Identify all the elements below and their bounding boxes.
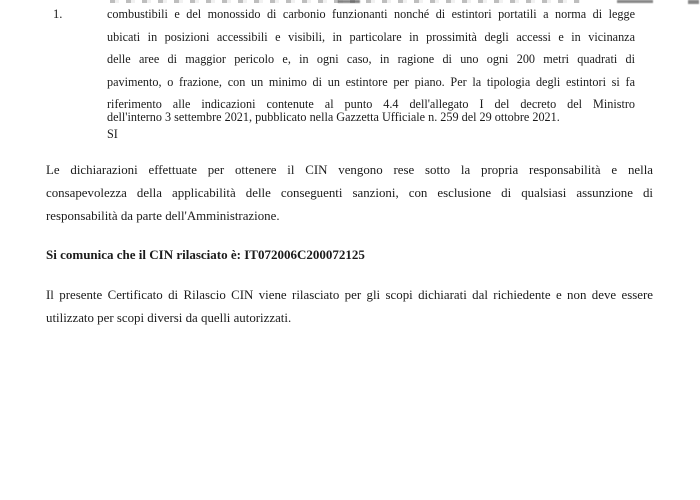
declaration-paragraph-line: Le dichiarazioni effettuate per ottenere il CIN vengono rese sotto la propria responsabilità e nella	[46, 163, 653, 177]
list-item-text-line: pavimento, o frazione, con un minimo di un estintore per piano. Per la tipologia degli estintori si fa	[107, 75, 635, 89]
list-item-text-line: ubicati in posizioni accessibili e visibili, in particolare in prossimità degli accessi e in vicinanza	[107, 30, 635, 44]
list-item-text-line: delle aree di maggior pericolo e, in ogni caso, in ragione di uno ogni 200 metri quadrati di	[107, 52, 635, 66]
usage-paragraph-line: utilizzato per scopi diversi da quelli autorizzati.	[46, 311, 292, 325]
cin-statement	[46, 247, 653, 264]
usage-paragraph-line: Il presente Certificato di Rilascio CIN viene rilasciato per gli scopi dichiarati dal richiedente e non deve essere	[46, 288, 653, 302]
declaration-paragraph-line: responsabilità da parte dell'Amministrazione.	[46, 209, 280, 223]
clipped-text-remnant	[617, 0, 653, 3]
list-item-text-line: combustibili e del monossido di carbonio funzionanti nonché di estintori portatili a norma di legge	[107, 7, 635, 21]
clipped-text-remnant	[338, 0, 360, 3]
list-item-answer: SI	[107, 127, 118, 141]
list-item-number: 1.	[53, 7, 63, 21]
list-item-text-line: riferimento alle indicazioni contenute al punto 4.4 dell'allegato I del decreto del Ministro	[107, 97, 635, 111]
list-item-text-line: dell'interno 3 settembre 2021, pubblicato nella Gazzetta Ufficiale n. 259 del 29 ottobre 2021.	[107, 110, 560, 124]
cin-statement-label: Si comunica che il CIN rilasciato è:	[46, 247, 241, 262]
clipped-text-remnant	[688, 0, 699, 4]
cin-code: IT072006C200072125	[244, 247, 365, 262]
declaration-paragraph-line: consapevolezza della applicabilità delle conseguenti sanzioni, con esclusione di qualsiasi assunzione di	[46, 186, 653, 200]
